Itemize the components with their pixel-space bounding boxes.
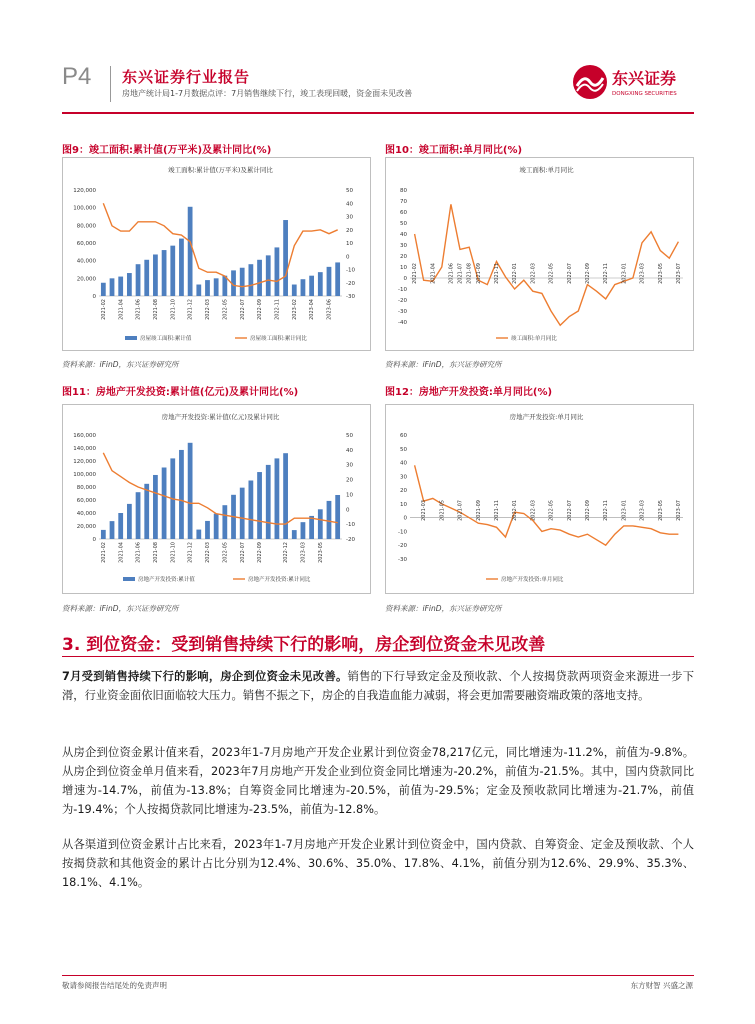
- fig9-source: 资料来源：iFinD，东兴证券研究所: [62, 360, 179, 369]
- x-tick-label: 2021-07: [457, 263, 464, 284]
- y-tick-label: 0: [403, 515, 407, 522]
- y2-tick-label: 30: [346, 214, 353, 221]
- y-tick-label: 140,000: [73, 446, 96, 452]
- bar: [309, 276, 314, 296]
- y-tick-label: 60: [400, 433, 407, 439]
- fig12-title: 房地产开发投资:单月同比(%): [418, 387, 553, 398]
- y2-tick-label: -20: [346, 537, 355, 543]
- x-tick-label: 2022-11: [274, 299, 281, 320]
- y-tick-label: 40: [400, 460, 407, 467]
- y2-tick-label: -30: [346, 294, 355, 300]
- y-tick-label: 20: [400, 254, 407, 260]
- x-tick-label: 2021-08: [466, 263, 473, 284]
- fig9-caption: [62, 141, 271, 156]
- y-tick-label: 40,000: [76, 258, 96, 265]
- y-tick-label: 30: [400, 474, 407, 481]
- bar: [283, 220, 288, 296]
- bar: [110, 521, 115, 539]
- paragraph-3: 从各渠道到位资金累计占比来看，2023年1-7月房地产开发企业累计到位资金中，国内贷款、自筹资金、定金及预收款、个人按揭贷款和其他资金的累计占比分别为12.4%、30.6%、35.0%、17.8%、4.1%，前值分别为12.6%、29.9%、35.3%、18.1%、4.1%。: [62, 838, 694, 889]
- y-tick-label: 40: [400, 232, 407, 238]
- x-tick-label: 2021-04: [118, 299, 125, 320]
- x-tick-label: 2022-07: [566, 263, 573, 284]
- bar: [110, 278, 115, 296]
- bar: [196, 285, 201, 296]
- x-tick-label: 2021-12: [187, 299, 194, 320]
- x-tick-label: 2022-11: [603, 500, 610, 521]
- paragraph-1: [62, 667, 694, 705]
- logo-text: 东兴证券: [612, 69, 677, 88]
- x-tick-label: 2023-05: [317, 542, 324, 563]
- paragraph-1-body: 销售的下行导致定金及预收款、个人按揭贷款两项资金来源进一步下滑，行业资金面依旧面临较大压力。销售不振之下，房企的自我造血能力减弱，将会更加需要融资端政策的落地支持。: [62, 670, 694, 702]
- fig10-title: 竣工面积:单月同比(%): [418, 145, 523, 156]
- bar: [144, 484, 149, 539]
- x-tick-label: 2023-05: [657, 500, 664, 521]
- paragraph-2: 从房企到位资金累计值来看，2023年1-7月房地产开发企业累计到位资金78,217亿元，同比增速为-11.2%，前值为-9.8%。从房企到位资金单月值来看，2023年7月房地产开发企业到位资金同比增速为-20.2%，前值为-21.5%。其中，国内贷款同比增速为-14.7%，前值为-13.8%；自筹资金同比增速为-20.5%，前值为-29.5%；定金及预收款同比增速为-21.7%，前值为-19.4%；个人按揭贷款同比增速为-23.5%，前值为-12.8%。: [62, 746, 694, 816]
- legend-label: 房地产开发投资:单月同比: [501, 577, 564, 583]
- footer-slogan: 东方财智 兴盛之源: [630, 981, 693, 990]
- y-tick-label: 40,000: [76, 511, 96, 517]
- y-tick-label: 80,000: [76, 485, 96, 491]
- header-rule: [62, 112, 694, 114]
- bar: [318, 509, 323, 539]
- x-tick-label: 2022-05: [548, 263, 555, 284]
- fig12-chart: [385, 404, 694, 594]
- x-tick-label: 2022-09: [585, 263, 592, 284]
- y-tick-label: 20: [400, 488, 407, 495]
- bar: [248, 481, 253, 540]
- y2-tick-label: 40: [346, 447, 353, 454]
- bar: [214, 278, 219, 296]
- x-tick-label: 2023-01: [621, 263, 628, 284]
- y-tick-label: -10: [398, 287, 407, 293]
- y-tick-label: -40: [398, 320, 407, 326]
- fig12-caption: [385, 383, 552, 398]
- chart-inner-title: 竣工面积:累计值(万平米)及累计同比: [168, 166, 273, 174]
- y2-tick-label: -10: [346, 522, 355, 529]
- fig11-number: 图11：: [62, 387, 96, 398]
- y-tick-label: 100,000: [73, 472, 96, 478]
- x-tick-label: 2022-07: [239, 299, 246, 320]
- y-tick-label: -20: [398, 298, 407, 304]
- fig9-title: 竣工面积:累计值(万平米)及累计同比(%): [88, 145, 272, 156]
- x-tick-label: 2022-12: [283, 542, 290, 563]
- x-tick-label: 2021-04: [118, 542, 125, 563]
- fig10-number: 图10：: [385, 145, 419, 156]
- x-tick-label: 2023-01: [621, 500, 628, 521]
- y-tick-label: 10: [400, 501, 407, 508]
- section-title: 3. 到位资金：受到销售持续下行的影响，房企到位资金未见改善: [62, 635, 546, 655]
- bar: [136, 264, 141, 296]
- x-tick-label: 2022-03: [530, 263, 537, 284]
- y2-tick-label: -10: [346, 267, 355, 274]
- x-tick-label: 2022-11: [603, 263, 610, 284]
- bar: [266, 255, 271, 296]
- x-tick-label: 2023-03: [639, 263, 646, 284]
- logo-subtext: DONGXING SECURITIES: [612, 91, 677, 97]
- bar: [179, 450, 184, 539]
- y-tick-label: 120,000: [73, 188, 96, 194]
- y-tick-label: 100,000: [73, 205, 96, 212]
- bar: [118, 513, 123, 539]
- x-tick-label: 2021-09: [475, 263, 482, 284]
- x-tick-label: 2022-05: [222, 299, 229, 320]
- bar: [188, 443, 193, 539]
- fig10-source: 资料来源：iFinD，东兴证券研究所: [385, 360, 502, 369]
- bar: [205, 521, 210, 539]
- page-number: P4: [62, 63, 92, 90]
- bar: [162, 250, 167, 296]
- x-tick-label: 2021-08: [153, 299, 160, 320]
- fig9-number: 图9：: [62, 145, 89, 156]
- x-tick-label: 2023-04: [309, 299, 316, 320]
- header-divider: [110, 66, 111, 102]
- bar: [101, 530, 106, 539]
- x-tick-label: 2021-10: [170, 299, 177, 320]
- x-tick-label: 2021-06: [135, 299, 142, 320]
- bar: [275, 458, 280, 539]
- y2-tick-label: 20: [346, 477, 353, 484]
- y2-tick-label: 20: [346, 227, 353, 234]
- chart-inner-title: 竣工面积:单月同比: [519, 166, 574, 174]
- x-tick-label: 2021-11: [494, 500, 501, 521]
- bar: [144, 260, 149, 296]
- bar: [205, 280, 210, 296]
- x-tick-label: 2023-02: [291, 299, 298, 320]
- y-tick-label: 0: [92, 537, 96, 543]
- bar: [240, 268, 245, 296]
- x-tick-label: 2021-11: [494, 263, 501, 284]
- y-tick-label: 0: [92, 294, 96, 300]
- x-tick-label: 2021-06: [448, 263, 455, 284]
- bar: [275, 247, 280, 296]
- fig10-caption: [385, 141, 522, 156]
- section-rule: [62, 656, 694, 657]
- legend-label: 房屋竣工面积:累计值: [140, 336, 192, 342]
- bar: [335, 495, 340, 539]
- x-tick-label: 2023-05: [657, 263, 664, 284]
- y2-tick-label: 40: [346, 201, 353, 208]
- paragraph-1-lead: 7月受到销售持续下行的影响，房企到位资金未见改善。: [62, 670, 348, 683]
- x-tick-label: 2022-03: [205, 542, 212, 563]
- x-tick-label: 2023-03: [639, 500, 646, 521]
- y-tick-label: 120,000: [73, 459, 96, 465]
- x-tick-label: 2022-05: [222, 542, 229, 563]
- legend-label: 房屋竣工面积:累计同比: [250, 336, 307, 342]
- bar: [335, 262, 340, 296]
- bar: [292, 285, 297, 296]
- dongxing-logo: [572, 62, 702, 102]
- y-tick-label: -10: [398, 529, 407, 536]
- legend-label: 房地产开发投资:累计同比: [248, 577, 311, 583]
- report-title: 东兴证券行业报告: [122, 68, 251, 86]
- x-tick-label: 2022-07: [566, 500, 573, 521]
- x-tick-label: 2022-09: [257, 542, 264, 563]
- y2-tick-label: -20: [346, 280, 355, 287]
- x-tick-label: 2022-09: [257, 299, 264, 320]
- x-tick-label: 2022-01: [512, 263, 519, 284]
- bar: [196, 530, 201, 539]
- y-tick-label: -30: [398, 557, 407, 563]
- x-tick-label: 2021-08: [153, 542, 160, 563]
- y2-tick-label: 0: [346, 507, 350, 514]
- y2-tick-label: 0: [346, 254, 350, 261]
- y-tick-label: 50: [400, 446, 407, 453]
- bar: [248, 264, 253, 296]
- y-tick-label: 60: [400, 210, 407, 216]
- y-tick-label: 70: [400, 199, 407, 205]
- bar: [136, 492, 141, 539]
- bar: [118, 277, 123, 296]
- fig9-chart: [62, 157, 371, 351]
- x-tick-label: 2021-06: [135, 542, 142, 563]
- bar: [292, 530, 297, 539]
- y-tick-label: 80: [400, 188, 407, 194]
- report-subtitle: 房地产统计局1-7月数据点评：7月销售继续下行，竣工表现回暖，资金面未见改善: [122, 89, 413, 98]
- bar: [153, 254, 158, 296]
- x-tick-label: 2021-12: [187, 542, 194, 563]
- x-tick-label: 2023-06: [326, 299, 333, 320]
- y-tick-label: 60,000: [76, 498, 96, 504]
- x-tick-label: 2022-09: [585, 500, 592, 521]
- x-tick-label: 2021-03: [421, 500, 428, 521]
- chart-inner-title: 房地产开发投资:单月同比: [509, 413, 584, 421]
- bar: [214, 514, 219, 539]
- fig11-source: 资料来源：iFinD，东兴证券研究所: [62, 604, 179, 613]
- x-tick-label: 2022-03: [530, 500, 537, 521]
- x-tick-label: 2021-02: [412, 263, 419, 284]
- y2-tick-label: 50: [346, 433, 353, 439]
- y-tick-label: 160,000: [73, 433, 96, 439]
- y-tick-label: 30: [400, 243, 407, 249]
- bar: [327, 267, 332, 296]
- x-tick-label: 2022-07: [239, 542, 246, 563]
- chart-inner-title: 房地产开发投资:累计值(亿元)及累计同比: [161, 413, 280, 421]
- legend-swatch: [123, 577, 135, 581]
- bar: [240, 488, 245, 539]
- y-tick-label: 80,000: [76, 223, 96, 230]
- fig11-caption: [62, 383, 298, 398]
- y2-tick-label: 50: [346, 188, 353, 194]
- bar: [327, 501, 332, 539]
- y-tick-label: 0: [403, 276, 407, 282]
- y-tick-label: 50: [400, 221, 407, 227]
- bar: [283, 453, 288, 539]
- bar: [318, 272, 323, 296]
- x-tick-label: 2022-03: [205, 299, 212, 320]
- footer-rule: [62, 975, 694, 976]
- fig12-number: 图12：: [385, 387, 419, 398]
- x-tick-label: 2022-05: [548, 500, 555, 521]
- bar: [222, 505, 227, 539]
- y-tick-label: -20: [398, 543, 407, 550]
- bar: [179, 239, 184, 296]
- bar: [162, 468, 167, 540]
- footer-disclaimer: 敬请参阅报告结尾处的免责声明: [62, 981, 167, 990]
- fig10-chart: [385, 157, 694, 351]
- bar: [301, 522, 306, 539]
- legend-label: 房地产开发投资:累计值: [138, 577, 195, 583]
- bar: [257, 260, 262, 296]
- y2-tick-label: 30: [346, 462, 353, 469]
- y2-tick-label: 10: [346, 241, 353, 247]
- y-tick-label: 60,000: [76, 241, 96, 247]
- legend-swatch: [125, 336, 137, 340]
- bar: [127, 273, 132, 296]
- bar: [301, 279, 306, 296]
- bar: [170, 246, 175, 296]
- bar: [188, 207, 193, 296]
- x-tick-label: 2021-02: [100, 299, 107, 320]
- x-tick-label: 2021-04: [430, 263, 437, 284]
- x-tick-label: 2023-07: [676, 263, 683, 284]
- fig11-title: 房地产开发投资:累计值(亿元)及累计同比(%): [95, 387, 299, 398]
- legend-label: 竣工面积:单月同比: [511, 336, 557, 342]
- bar: [153, 475, 158, 539]
- x-tick-label: 2023-03: [300, 542, 307, 563]
- bar: [257, 472, 262, 539]
- x-tick-label: 2022-01: [512, 500, 519, 521]
- y-tick-label: 20,000: [76, 524, 96, 530]
- y-tick-label: 20,000: [76, 276, 96, 283]
- fig11-chart: [62, 404, 371, 594]
- x-tick-label: 2021-07: [457, 500, 464, 521]
- bar: [101, 283, 106, 296]
- y-tick-label: 10: [400, 265, 407, 271]
- bar: [127, 504, 132, 539]
- fig12-source: 资料来源：iFinD，东兴证券研究所: [385, 604, 502, 613]
- x-tick-label: 2021-02: [100, 542, 107, 563]
- bar: [266, 465, 271, 539]
- y2-tick-label: 10: [346, 492, 353, 499]
- x-tick-label: 2023-07: [676, 500, 683, 521]
- y-tick-label: -30: [398, 309, 407, 315]
- x-tick-label: 2021-05: [439, 500, 446, 521]
- bar: [309, 516, 314, 539]
- x-tick-label: 2021-10: [170, 542, 177, 563]
- x-tick-label: 2021-09: [475, 500, 482, 521]
